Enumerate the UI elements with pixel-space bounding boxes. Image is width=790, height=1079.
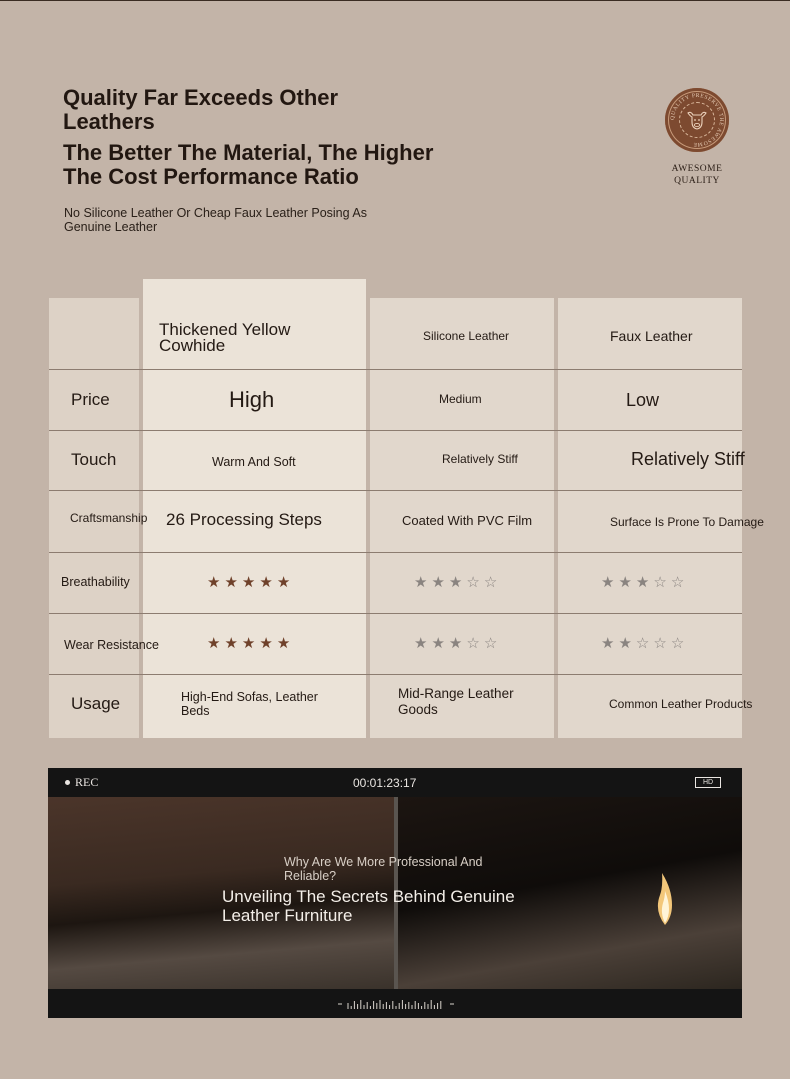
star-filled-icon: ★ [414,574,428,591]
price-cowhide: High [229,387,275,412]
craft-cowhide: 26 Processing Steps [166,510,322,529]
video-caption-large: Unveiling The Secrets Behind Genuine Leather Furniture [222,887,515,925]
rating-wear-cowhide [207,636,290,652]
usage-silicone: Mid-Range Leather Goods [398,686,514,717]
column-header-silicone: Silicone Leather [423,329,510,343]
star-empty-icon: ☆ [653,574,667,591]
rec-dot-icon [65,780,70,785]
video-frame [48,797,742,989]
star-filled-icon: ★ [224,635,238,652]
star-empty-icon: ☆ [635,635,650,652]
waveform-icon [336,997,456,1011]
star-empty-icon: ☆ [670,635,685,652]
star-empty-icon: ☆ [466,635,480,652]
video-top-bar [48,768,742,797]
row-label-price: Price [71,390,110,409]
star-filled-icon: ★ [601,635,615,652]
rec-label: REC [75,775,99,789]
price-silicone: Medium [439,392,482,406]
touch-cowhide: Warm And Soft [212,455,296,469]
usage-faux: Common Leather Products [609,697,753,711]
star-empty-icon: ☆ [483,574,498,591]
star-filled-icon: ★ [259,574,273,591]
row-divider [49,369,742,370]
star-empty-icon: ☆ [483,635,498,652]
star-filled-icon: ★ [276,635,291,652]
row-divider [49,552,742,553]
seal-caption [655,163,739,187]
seal-center [679,102,715,138]
star-filled-icon: ★ [431,635,445,652]
rating-wear-faux [601,636,684,652]
star-filled-icon: ★ [207,635,221,652]
star-filled-icon: ★ [635,574,650,591]
row-label-touch: Touch [71,450,117,469]
craft-silicone: Coated With PVC Film [402,513,533,528]
seal-caption-line2: QUALITY [674,176,720,186]
cow-head-icon [685,109,709,131]
hd-badge: HD [695,777,721,788]
rating-breathability-cowhide [207,575,290,591]
headline-primary: Quality Far Exceeds Other Leathers [63,85,339,134]
rating-wear-silicone [414,636,497,652]
row-label-craftsmanship: Craftsmanship [70,511,148,525]
star-filled-icon: ★ [276,574,291,591]
star-filled-icon: ★ [448,574,463,591]
top-border [0,0,790,1]
column-header-faux: Faux Leather [610,328,693,344]
star-empty-icon: ☆ [670,574,685,591]
star-filled-icon: ★ [414,635,428,652]
star-filled-icon: ★ [224,574,238,591]
star-filled-icon: ★ [618,574,632,591]
touch-silicone: Relatively Stiff [442,452,518,466]
row-label-usage: Usage [71,694,121,713]
row-label-wear-resistance: Wear Resistance [64,638,159,652]
star-empty-icon: ☆ [466,574,480,591]
touch-faux: Relatively Stiff [631,449,745,469]
star-filled-icon: ★ [241,574,256,591]
price-faux: Low [626,390,660,410]
video-timecode: 00:01:23:17 [353,776,417,790]
seal-ring-label: QUALITY PRESERVE THE AWESOME [669,92,725,148]
headline-secondary: The Better The Material, The Higher The Cost Performance Ratio [63,140,434,189]
star-filled-icon: ★ [618,635,632,652]
rating-breathability-faux [601,575,684,591]
star-filled-icon: ★ [259,635,273,652]
row-divider [49,613,742,614]
row-divider [49,430,742,431]
column-header-cowhide: Thickened Yellow Cowhide [159,320,291,355]
star-filled-icon: ★ [207,574,221,591]
craft-faux: Surface Is Prone To Damage [610,515,764,529]
flame-icon [650,867,680,927]
quality-seal [665,88,729,152]
star-filled-icon: ★ [241,635,256,652]
rating-breathability-silicone [414,575,497,591]
video-bottom-bar [48,989,742,1018]
star-filled-icon: ★ [431,574,445,591]
row-divider [49,674,742,675]
row-label-breathability: Breathability [61,575,130,589]
usage-cowhide: High-End Sofas, Leather Beds [181,690,318,718]
video-caption-small: Why Are We More Professional And Reliable? [284,855,483,883]
seal-caption-line1: AWESOME [671,164,723,174]
row-divider [49,490,742,491]
star-filled-icon: ★ [601,574,615,591]
star-filled-icon: ★ [448,635,463,652]
video-player[interactable] [48,768,742,1018]
star-empty-icon: ☆ [653,635,667,652]
headline-subtitle: No Silicone Leather Or Cheap Faux Leather Posing As Genuine Leather [64,206,367,234]
